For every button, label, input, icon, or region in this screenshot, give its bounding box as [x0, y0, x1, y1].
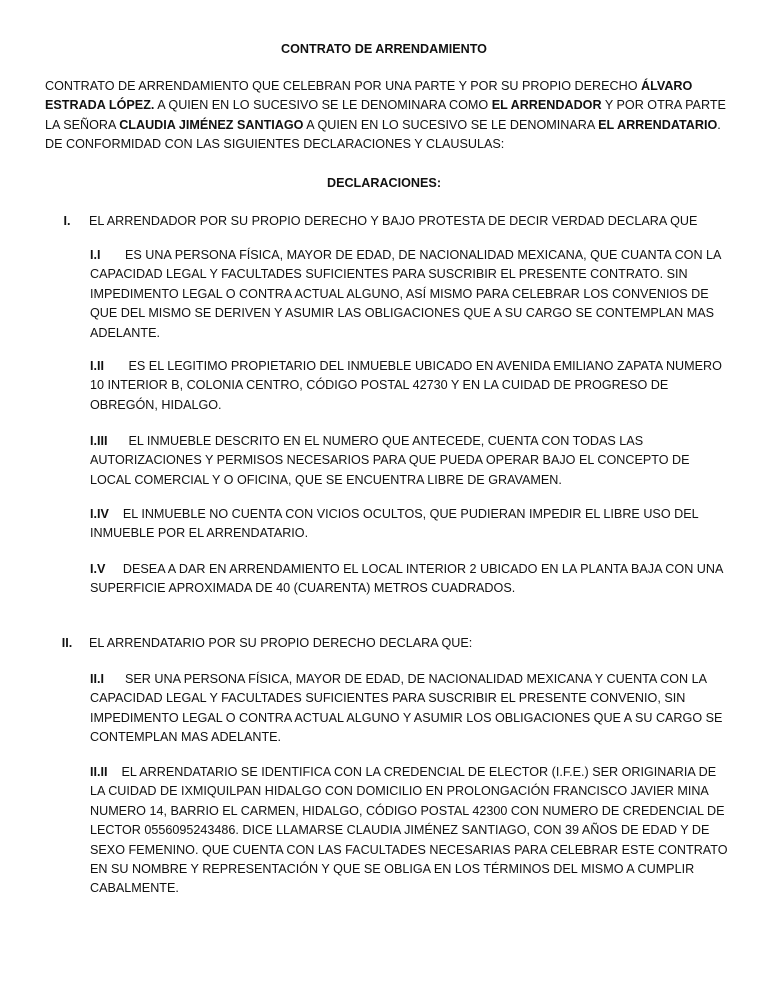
- section-1-text: EL ARRENDADOR POR SU PROPIO DERECHO Y BAJO PROTESTA DE DECIR VERDAD DECLARA QUE: [89, 214, 698, 228]
- item-label: I.IV: [90, 507, 109, 521]
- declaration-item-i-v: [90, 560, 730, 599]
- declaraciones-heading: DECLARACIONES:: [326, 176, 442, 190]
- declaration-item-ii-ii: [90, 763, 730, 899]
- item-label: I.I: [90, 248, 101, 262]
- section-2-text: EL ARRENDATARIO POR SU PROPIO DERECHO DECLARA QUE:: [89, 636, 473, 650]
- section-2-number: II.: [61, 636, 73, 650]
- item-text: SER UNA PERSONA FÍSICA, MAYOR DE EDAD, DE NACIONALIDAD MEXICANA Y CUENTA CON LA CAPACIDAD LEGAL Y FACULTADES SUFICIENTES PARA SUSCRIBIR EL PRESENTE CONVENIO, SIN IMPEDIMENTO LEGAL O CONTRA ACTUAL ALGUNO Y ASUMIR LOS OBLIGACIONES QUE A SU CARGO SE CONTEMPLAN MAS ADELANTE.: [90, 672, 723, 745]
- declaration-item-ii-i: [90, 670, 730, 748]
- intro-text-4: A QUIEN EN LO SUCESIVO SE LE DENOMINARA: [303, 117, 599, 132]
- declaration-item-i-ii: [90, 357, 730, 415]
- item-label: II.II: [90, 765, 108, 779]
- arrendataria-name: CLAUDIA JIMÉNEZ SANTIAGO: [119, 117, 304, 132]
- item-label: II.I: [90, 672, 104, 686]
- item-text: EL INMUEBLE DESCRITO EN EL NUMERO QUE ANTECEDE, CUENTA CON TODAS LAS AUTORIZACIONES Y PERMISOS NECESARIOS PARA QUE PUEDA OPERAR BAJO EL CONCEPTO DE LOCAL COMERCIAL Y O OFICINA, QUE SE ENCUENTRA LIBRE DE GRAVAMEN.: [90, 434, 690, 487]
- item-text: ES UNA PERSONA FÍSICA, MAYOR DE EDAD, DE NACIONALIDAD MEXICANA, QUE CUANTA CON LA CAPACIDAD LEGAL Y FACULTADES SUFICIENTES PARA SUSCRIBIR EL PRESENTE CONTRATO. SIN IMPEDIMENTO LEGAL O CONTRA ACTUAL ALGUNO, ASÍ MISMO PARA CELEBRAR LOS CONVENIOS DE QUE DEL MISMO SE DERIVEN Y ASUMIR LAS OBLIGACIONES QUE A SU CARGO SE CONTEMPLAN MAS ADELANTE.: [90, 248, 721, 340]
- item-text: DESEA A DAR EN ARRENDAMIENTO EL LOCAL INTERIOR 2 UBICADO EN LA PLANTA BAJA CON UNA SUPERFICIE APROXIMADA DE 40 (CUARENTA) METROS CUADRADOS.: [90, 562, 723, 596]
- intro-text-3: Y POR OTRA PARTE LA SEÑORA: [45, 98, 726, 132]
- arrendador-name: ÁLVARO ESTRADA LÓPEZ.: [45, 79, 693, 113]
- item-text: EL ARRENDATARIO SE IDENTIFICA CON LA CREDENCIAL DE ELECTOR (I.F.E.) SER ORIGINARIA DE LA CUIDAD DE IXMIQUILPAN HIDALGO CON DOMICILIO EN PROLONGACIÓN FRANCISCO JAVIER MINA NUMERO 14, BARRIO EL CARMEN, HIDALGO, CÓDIGO POSTAL 42300 CON NUMERO DE CREDENCIAL DE LECTOR 0556095243486. DICE LLAMARSE CLAUDIA JIMÉNEZ SANTIAGO, CON 39 AÑOS DE EDAD Y DE SEXO FEMENINO. QUE CUENTA CON LAS FACULTADES NECESARIAS PARA CELEBRAR ESTE CONTRATO EN SU NOMBRE Y REPRESENTACIÓN Y QUE SE OBLIGA EN LOS TÉRMINOS DEL MISMO A CUMPLIR CABALMENTE.: [90, 765, 728, 896]
- item-label: I.II: [90, 359, 104, 373]
- declaration-item-i-iii: [90, 432, 730, 490]
- item-label: I.V: [90, 562, 106, 576]
- declaration-item-i-iv: [90, 505, 730, 544]
- arrendatario-role: EL ARRENDATARIO: [598, 117, 718, 132]
- declaration-item-i-i: [90, 246, 730, 343]
- intro-text-1: CONTRATO DE ARRENDAMIENTO QUE CELEBRAN POR UNA PARTE Y POR SU PROPIO DERECHO: [45, 79, 641, 93]
- item-text: EL INMUEBLE NO CUENTA CON VICIOS OCULTOS, QUE PUDIERAN IMPEDIR EL LIBRE USO DEL INMUEBLE POR EL ARRENDATARIO.: [90, 507, 699, 541]
- item-text: ES EL LEGITIMO PROPIETARIO DEL INMUEBLE UBICADO EN AVENIDA EMILIANO ZAPATA NUMERO 10 INTERIOR B, COLONIA CENTRO, CÓDIGO POSTAL 42730 Y EN LA CUIDAD DE PROGRESO DE OBREGÓN, HIDALGO.: [90, 359, 722, 412]
- arrendador-role: EL ARRENDADOR: [491, 98, 602, 113]
- intro-text-2: A QUIEN EN LO SUCESIVO SE LE DENOMINARA COMO: [154, 98, 492, 113]
- intro-text-5: . DE CONFORMIDAD CON LAS SIGUIENTES DECLARACIONES Y CLAUSULAS:: [45, 117, 721, 152]
- intro-paragraph: [45, 77, 735, 155]
- item-label: I.III: [90, 434, 108, 448]
- section-1-number: I.: [63, 214, 71, 228]
- document-title: CONTRATO DE ARRENDAMIENTO: [281, 42, 487, 56]
